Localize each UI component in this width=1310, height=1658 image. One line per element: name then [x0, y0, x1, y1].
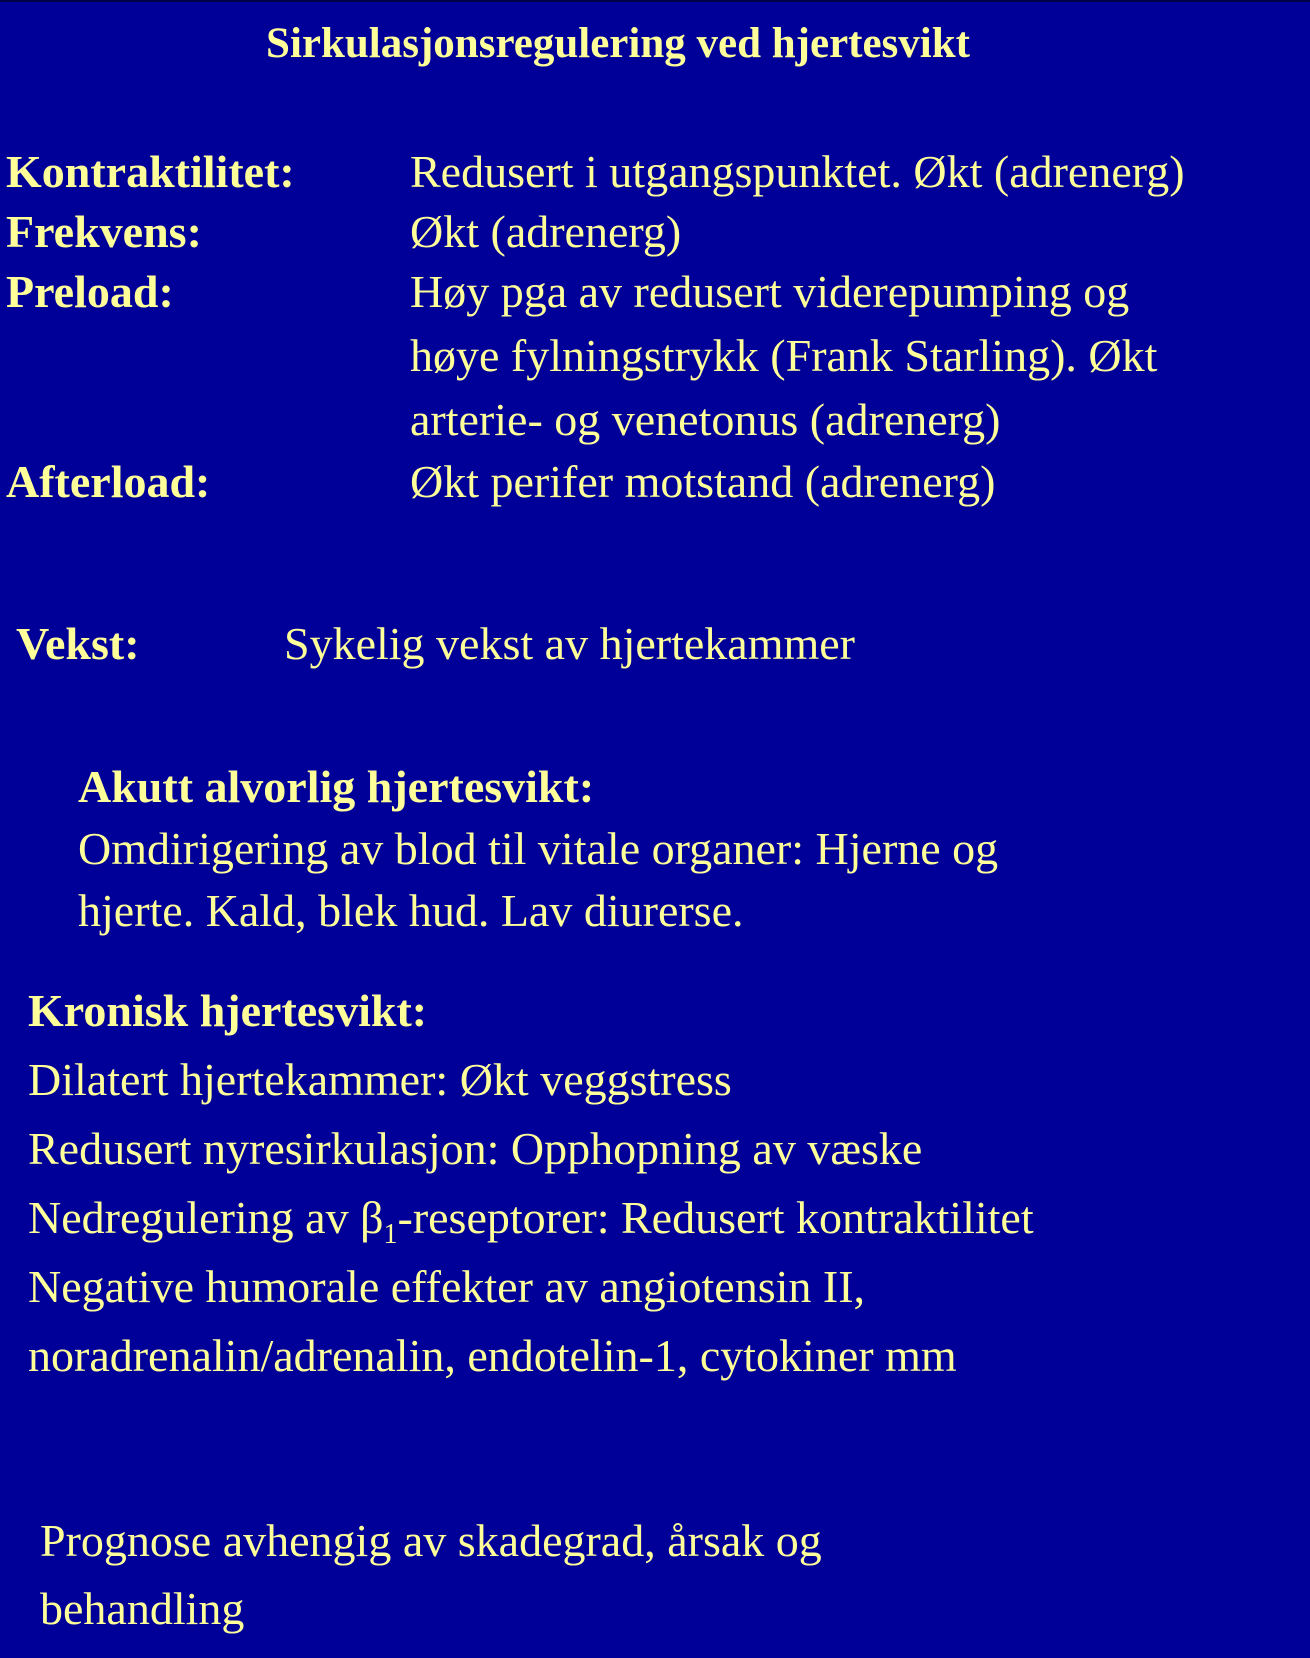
definition-label: Preload: — [6, 266, 174, 317]
chronic-line-beta — [28, 1186, 1034, 1249]
beta-subscript: 1 — [383, 1219, 398, 1251]
chronic-heading: Kronisk hjertesvikt: — [28, 985, 428, 1036]
definition-value: høye fylningstrykk (Frank Starling). Økt — [410, 330, 1158, 381]
vekst-label: Vekst: — [16, 618, 140, 669]
acute-heading: Akutt alvorlig hjertesvikt: — [78, 761, 595, 812]
chronic-line: Negative humorale effekter av angiotensin II, — [28, 1261, 866, 1312]
definition-label: Kontraktilitet: — [6, 146, 295, 197]
definition-value: arterie- og venetonus (adrenerg) — [410, 394, 1001, 445]
definition-label: Frekvens: — [6, 206, 202, 257]
definition-value: Høy pga av redusert viderepumping og — [410, 266, 1130, 317]
definition-value: Økt (adrenerg) — [410, 206, 682, 257]
chronic-line-beta-start: Nedregulering av β — [28, 1192, 384, 1243]
chronic-line: Dilatert hjertekammer: Økt veggstress — [28, 1054, 732, 1105]
acute-line: Omdirigering av blod til vitale organer: Hjerne og — [78, 823, 999, 874]
chronic-line-beta-end: -reseptorer: Redusert kontraktilitet — [397, 1192, 1034, 1243]
vekst-row — [16, 612, 140, 675]
definition-value: Økt perifer motstand (adrenerg) — [410, 456, 996, 507]
acute-line: hjerte. Kald, blek hud. Lav diurerse. — [78, 885, 744, 936]
definition-value: Redusert i utgangspunktet. Økt (adrenerg) — [410, 146, 1185, 197]
vekst-value: Sykelig vekst av hjertekammer — [284, 618, 856, 669]
chronic-line: noradrenalin/adrenalin, endotelin-1, cytokiner mm — [28, 1330, 957, 1381]
chronic-line: Redusert nyresirkulasjon: Opphopning av væske — [28, 1123, 923, 1174]
prognosis-line: Prognose avhengig av skadegrad, årsak og — [40, 1515, 822, 1566]
slide-title: Sirkulasjonsregulering ved hjertesvikt — [266, 20, 970, 67]
definition-label: Afterload: — [6, 456, 211, 507]
prognosis-line: behandling — [40, 1583, 245, 1634]
